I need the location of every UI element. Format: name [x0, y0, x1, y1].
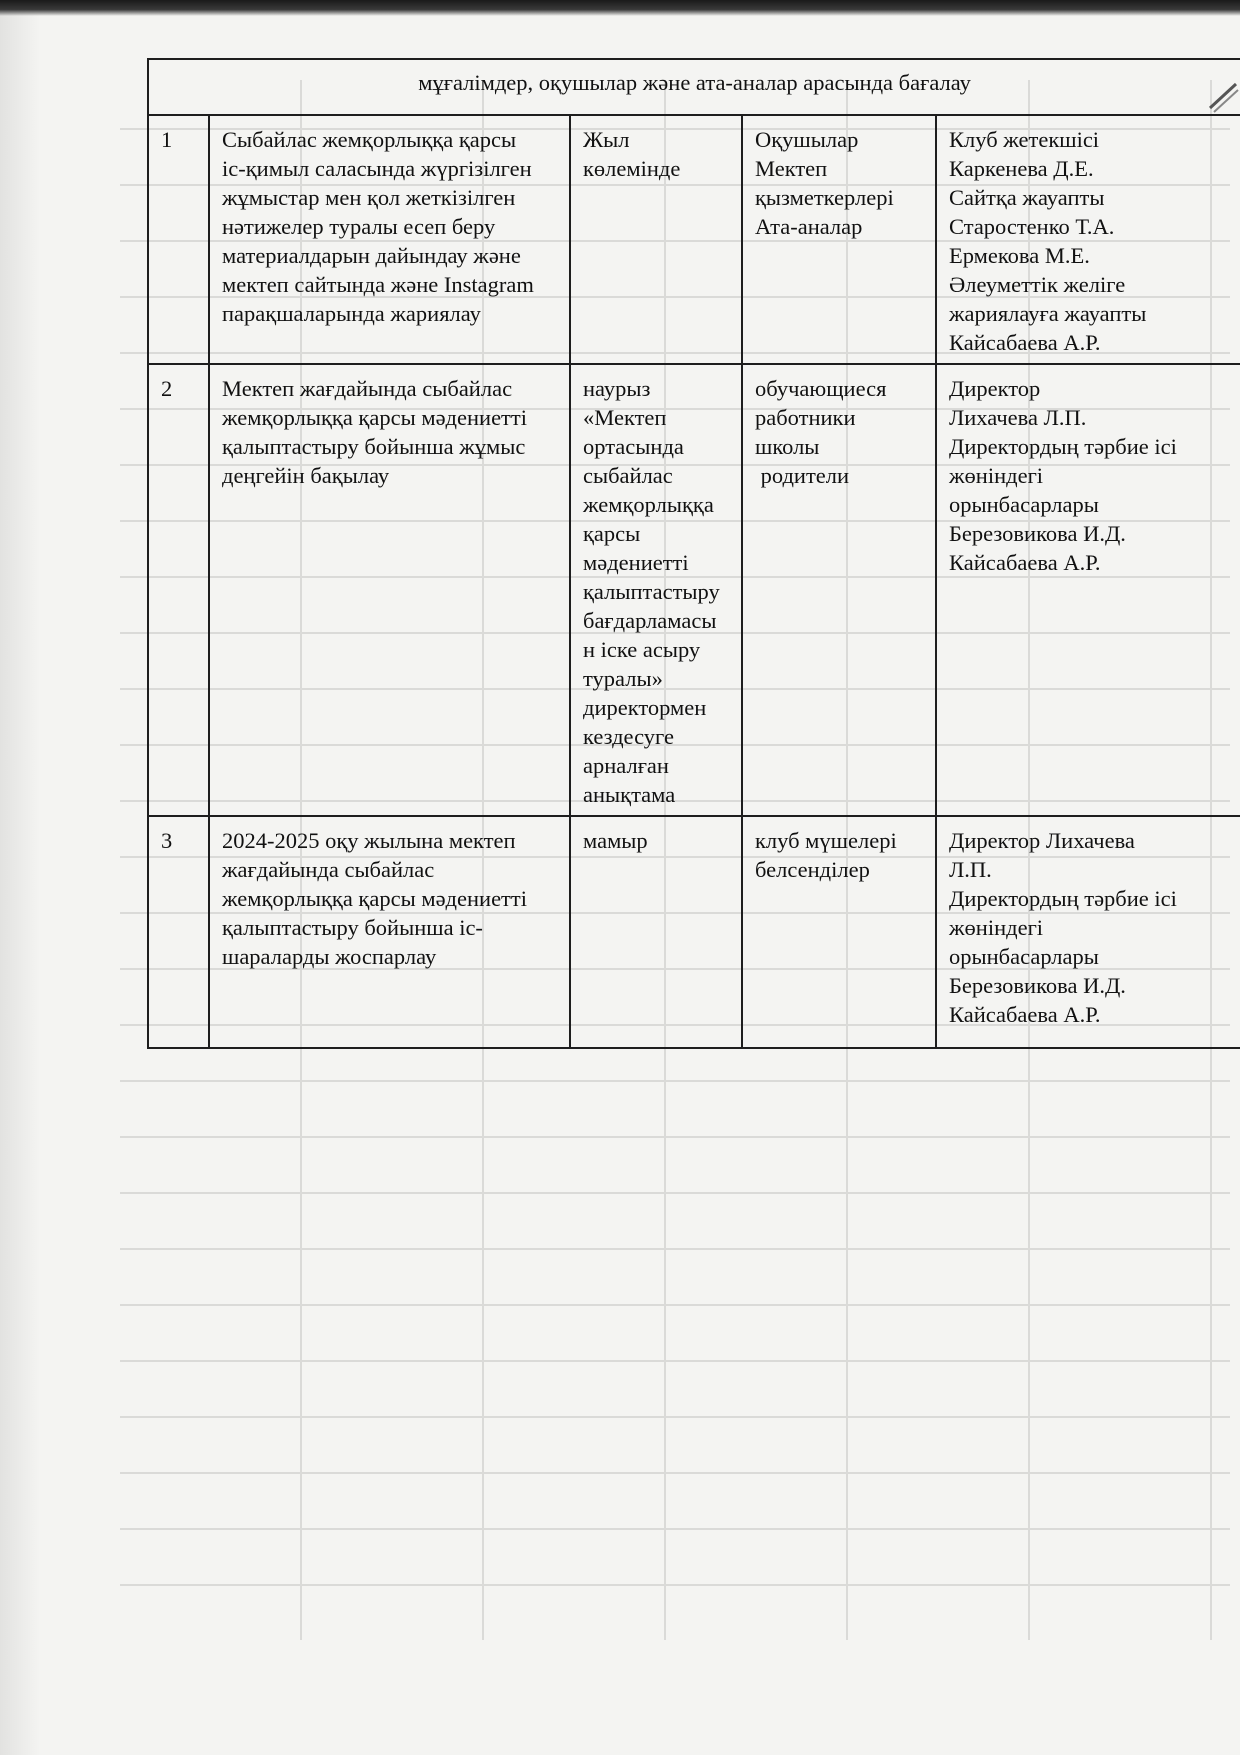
- time-line: жемқорлыққа: [583, 492, 714, 517]
- responsible-cell: [936, 115, 1240, 364]
- responsible-line: Директордың тәрбие ісі: [949, 434, 1177, 459]
- scan-shadow-top: [0, 0, 1240, 16]
- responsible-line: Кайсабаева А.Р.: [949, 1002, 1101, 1027]
- time-line: мамыр: [583, 828, 648, 853]
- time-line: наурыз: [583, 376, 651, 401]
- responsible-line: Директор: [949, 376, 1041, 401]
- responsible-line: Кайсабаева А.Р.: [949, 550, 1101, 575]
- scan-shadow-left: [0, 0, 40, 1755]
- event-line: нәтижелер туралы есеп беру: [222, 214, 496, 239]
- responsible-line: Березовикова И.Д.: [949, 521, 1126, 546]
- event-line: жемқорлыққа қарсы мәдениетті: [222, 886, 527, 911]
- responsible-line: Сайтқа жауапты: [949, 185, 1105, 210]
- time-cell: [570, 115, 742, 364]
- event-line: шараларды жоспарлау: [222, 944, 437, 969]
- event-line: қалыптастыру бойынша іс-: [222, 915, 483, 940]
- responsible-line: Лихачева Л.П.: [949, 405, 1087, 430]
- event-line: Сыбайлас жемқорлыққа қарсы: [222, 127, 517, 152]
- event-cell: [209, 364, 570, 816]
- time-line: н іске асыру: [583, 637, 701, 662]
- event-line: жемқорлыққа қарсы мәдениетті: [222, 405, 527, 430]
- event-cell: [209, 816, 570, 1048]
- responsible-line: Директордың тәрбие ісі: [949, 886, 1177, 911]
- responsible-cell: [936, 364, 1240, 816]
- table-row: [148, 816, 1240, 1048]
- responsible-line: Ермекова М.Е.: [949, 243, 1090, 268]
- responsible-line: Клуб жетекшісі: [949, 127, 1100, 152]
- participants-line: родители: [755, 463, 850, 488]
- time-line: қарсы: [583, 521, 641, 546]
- responsible-line: Старостенко Т.А.: [949, 214, 1115, 239]
- table-header-row: [148, 59, 1240, 115]
- participants-cell: [742, 364, 936, 816]
- event-line: парақшаларында жариялау: [222, 301, 481, 326]
- responsible-cell: [936, 816, 1240, 1048]
- time-line: Жыл: [583, 127, 630, 152]
- responsible-line: Каркенева Д.Е.: [949, 156, 1094, 181]
- event-line: деңгейін бақылау: [222, 463, 390, 488]
- time-line: көлемінде: [583, 156, 681, 181]
- time-line: арналған: [583, 753, 669, 778]
- participants-line: школы: [755, 434, 820, 459]
- event-line: Мектеп жағдайында сыбайлас: [222, 376, 513, 401]
- time-line: «Мектеп: [583, 405, 667, 430]
- participants-cell: [742, 816, 936, 1048]
- table-row: [148, 364, 1240, 816]
- participants-line: обучающиеся: [755, 376, 887, 401]
- event-cell: [209, 115, 570, 364]
- time-line: мәдениетті: [583, 550, 689, 575]
- responsible-line: жөніндегі: [949, 915, 1044, 940]
- row-number: 1: [148, 115, 209, 364]
- responsible-line: Кайсабаева А.Р.: [949, 330, 1101, 355]
- participants-line: Мектеп: [755, 156, 828, 181]
- event-line: жағдайында сыбайлас: [222, 857, 435, 882]
- row-number: 2: [148, 364, 209, 816]
- event-line: 2024-2025 оқу жылына мектеп: [222, 828, 516, 853]
- plan-table: [147, 58, 1240, 1049]
- table-row: [148, 115, 1240, 364]
- time-line: бағдарламасы: [583, 608, 717, 633]
- responsible-line: орынбасарлары: [949, 944, 1099, 969]
- time-cell: [570, 816, 742, 1048]
- responsible-line: жөніндегі: [949, 463, 1044, 488]
- time-line: қалыптастыру: [583, 579, 720, 604]
- responsible-line: жариялауға жауапты: [949, 301, 1147, 326]
- responsible-line: Л.П.: [949, 857, 992, 882]
- responsible-line: Березовикова И.Д.: [949, 973, 1126, 998]
- responsible-line: Директор Лихачева: [949, 828, 1135, 853]
- participants-line: Ата-аналар: [755, 214, 863, 239]
- time-line: ортасында: [583, 434, 684, 459]
- time-line: туралы»: [583, 666, 663, 691]
- event-line: материалдарын дайындау және: [222, 243, 521, 268]
- section-header: мұғалімдер, оқушылар және ата-аналар арасында бағалау: [148, 59, 1240, 115]
- participants-line: Оқушылар: [755, 127, 859, 152]
- event-line: қалыптастыру бойынша жұмыс: [222, 434, 526, 459]
- time-line: кездесуге: [583, 724, 674, 749]
- event-line: мектеп сайтында және Instagram: [222, 272, 534, 297]
- event-line: жұмыстар мен қол жеткізілген: [222, 185, 516, 210]
- participants-line: клуб мүшелері: [755, 828, 897, 853]
- responsible-line: орынбасарлары: [949, 492, 1099, 517]
- time-line: сыбайлас: [583, 463, 673, 488]
- participants-line: қызметкерлері: [755, 185, 894, 210]
- responsible-line: Әлеуметтік желіге: [949, 272, 1126, 297]
- time-cell: [570, 364, 742, 816]
- participants-line: работники: [755, 405, 856, 430]
- event-line: іс-қимыл саласында жүргізілген: [222, 156, 532, 181]
- time-line: анықтама: [583, 782, 676, 807]
- time-line: директормен: [583, 695, 707, 720]
- row-number: 3: [148, 816, 209, 1048]
- participants-line: белсенділер: [755, 857, 870, 882]
- participants-cell: [742, 115, 936, 364]
